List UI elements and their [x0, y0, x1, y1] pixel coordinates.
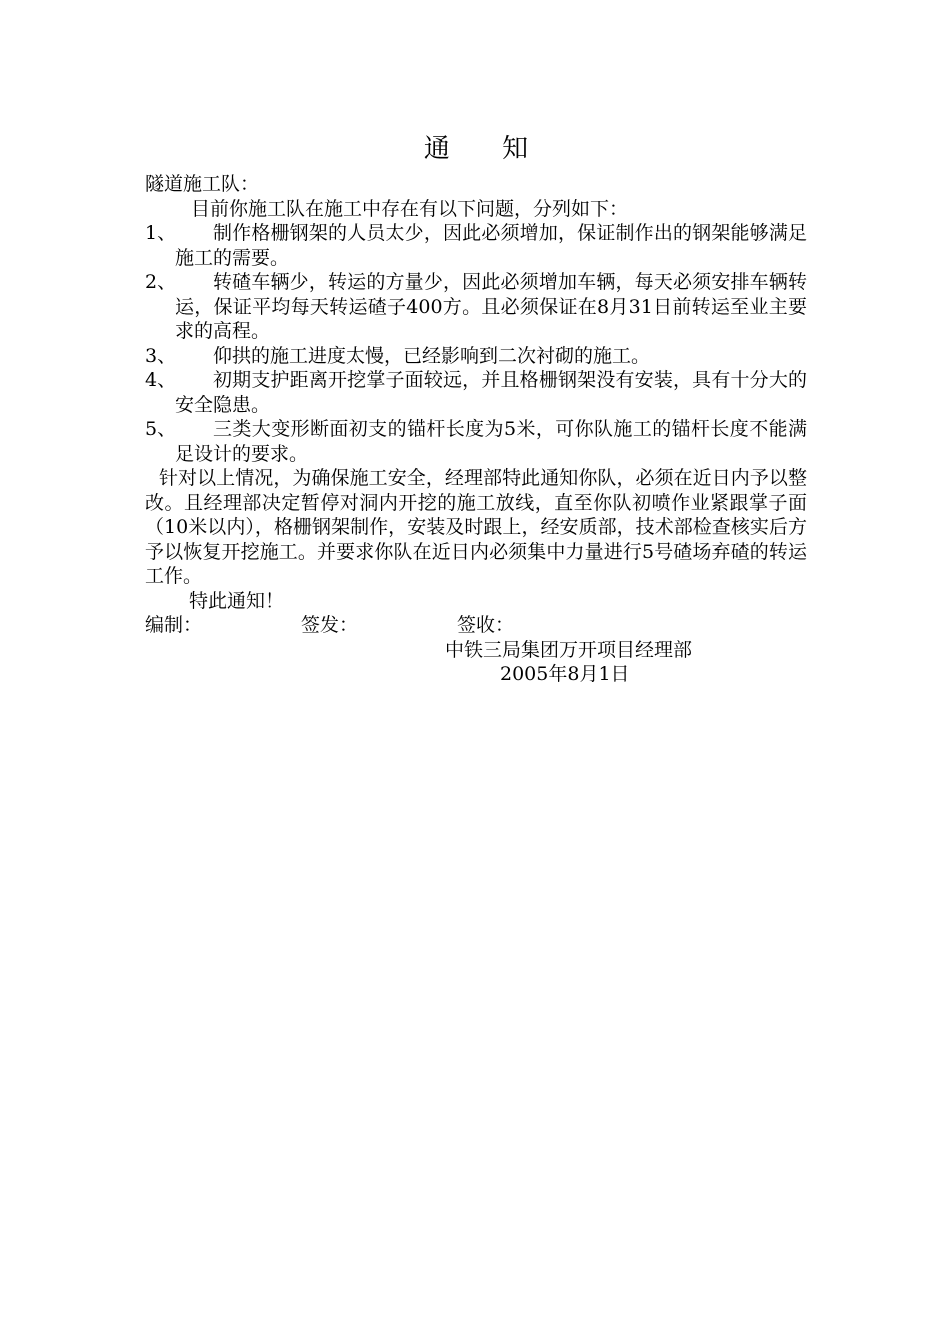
- list-item-number: 4、: [145, 369, 177, 391]
- closing-line: 特此通知！: [189, 589, 285, 612]
- list-item-text: 初期支护距离开挖掌子面较远，并且格栅钢架没有安装，具有十分大的安全隐患。: [175, 369, 807, 416]
- list-item-text: 制作格栅钢架的人员太少，因此必须增加，保证制作出的钢架能够满足施工的需要。: [175, 222, 807, 269]
- list-item: [145, 344, 807, 369]
- list-item-text: 三类大变形断面初支的锚杆长度为5米，可你队施工的锚杆长度不能满足设计的要求。: [175, 418, 807, 465]
- list-item-number: 2、: [145, 271, 177, 293]
- page-title: 通 知: [423, 134, 551, 164]
- list-item: [145, 221, 807, 270]
- issued-by-label: 签发：: [301, 614, 359, 636]
- addressee: 隧道施工队：: [145, 173, 260, 195]
- signature-row: [145, 613, 807, 638]
- list-item: [145, 270, 807, 344]
- received-by-label: 签收：: [457, 614, 515, 636]
- list-item-number: 5、: [145, 418, 177, 440]
- list-item-number: 1、: [145, 222, 177, 244]
- compiled-by-label: 编制：: [145, 614, 203, 636]
- list-item-number: 3、: [145, 344, 177, 367]
- list-item: [145, 368, 807, 417]
- list-item: [145, 417, 807, 466]
- list-item-text: 转碴车辆少，转运的方量少，因此必须增加车辆，每天必须安排车辆转运，保证平均每天转运碴子400方。且必须保证在8月31日前转运至业主要求的高程。: [175, 271, 807, 342]
- organization-name: 中铁三局集团万开项目经理部: [445, 638, 693, 661]
- body-paragraph: 针对以上情况，为确保施工安全，经理部特此通知你队，必须在近日内予以整改。且经理部决定暂停对洞内开挖的施工放线，直至你队初喷作业紧跟掌子面（10米以内），格栅钢架制作，安装及时跟上，经安质部，技术部检查核实后方予以恢复开挖施工。并要求你队在近日内必须集中力量进行5号碴场弃碴的转运工作。: [145, 467, 807, 587]
- issue-date: 2005年8月1日: [500, 663, 630, 685]
- notice-document: [145, 130, 807, 687]
- intro-paragraph: 目前你施工队在施工中存在有以下问题，分列如下：: [191, 197, 629, 220]
- list-item-text: 仰拱的施工进度太慢，已经影响到二次衬砌的施工。: [213, 344, 651, 367]
